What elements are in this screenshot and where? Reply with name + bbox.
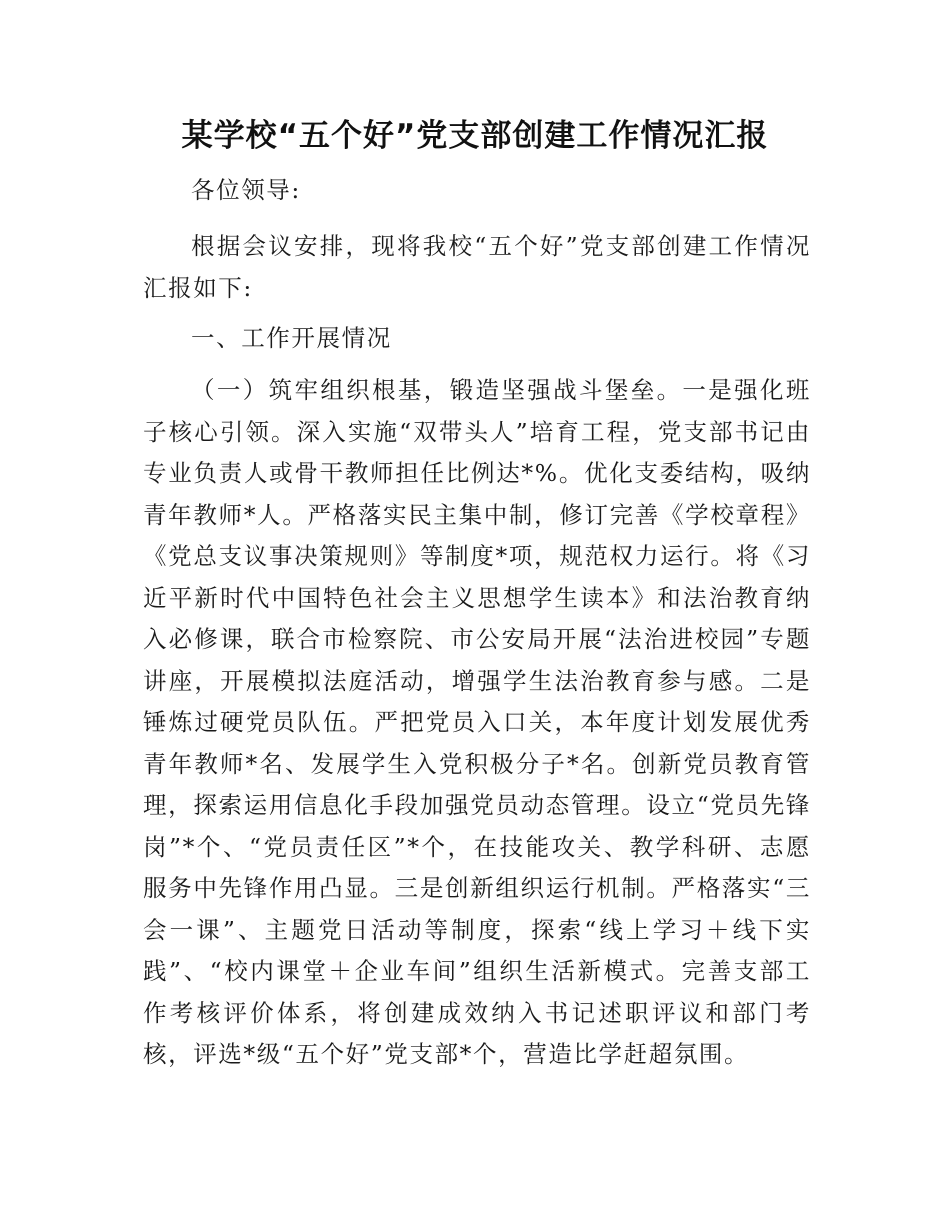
intro-paragraph: 根据会议安排，现将我校“五个好”党支部创建工作情况汇报如下: [143,232,811,302]
salutation: 各位领导: [191,176,301,204]
body-paragraph: （一）筑牢组织根基，锻造坚强战斗堡垒。一是强化班子核心引领。深入实施“双带头人”培育工程，党支部书记由专业负责人或骨干教师担任比例达*%。优化支委结构，吸纳青年教师*人。严格落实民主集中制，修订完善《学校章程》《党总支议事决策规则》等制度*项，规范权力运行。将《习近平新时代中国特色社会主义思想学生读本》和法治教育纳入必修课，联合市检察院、市公安局开展“法治进校园”专题讲座，开展模拟法庭活动，增强学生法治教育参与感。二是锤炼过硬党员队伍。严把党员入口关，本年度计划发展优秀青年教师*名、发展学生入党积极分子*名。创新党员教育管理，探索运用信息化手段加强党员动态管理。设立“党员先锋岗”*个、“党员责任区”*个，在技能攻关、教学科研、志愿服务中先锋作用凸显。三是创新组织运行机制。严格落实“三会一课”、主题党日活动等制度，探索“线上学习＋线下实践”、“校内课堂＋企业车间”组织生活新模式。完善支部工作考核评价体系，将创建成效纳入书记述职评议和部门考核，评选*级“五个好”党支部*个，营造比学赶超氛围。 [143,376,811,1068]
section-heading: 一、工作开展情况 [191,324,392,352]
document-title: 某学校“五个好”党支部创建工作情况汇报 [181,118,769,154]
